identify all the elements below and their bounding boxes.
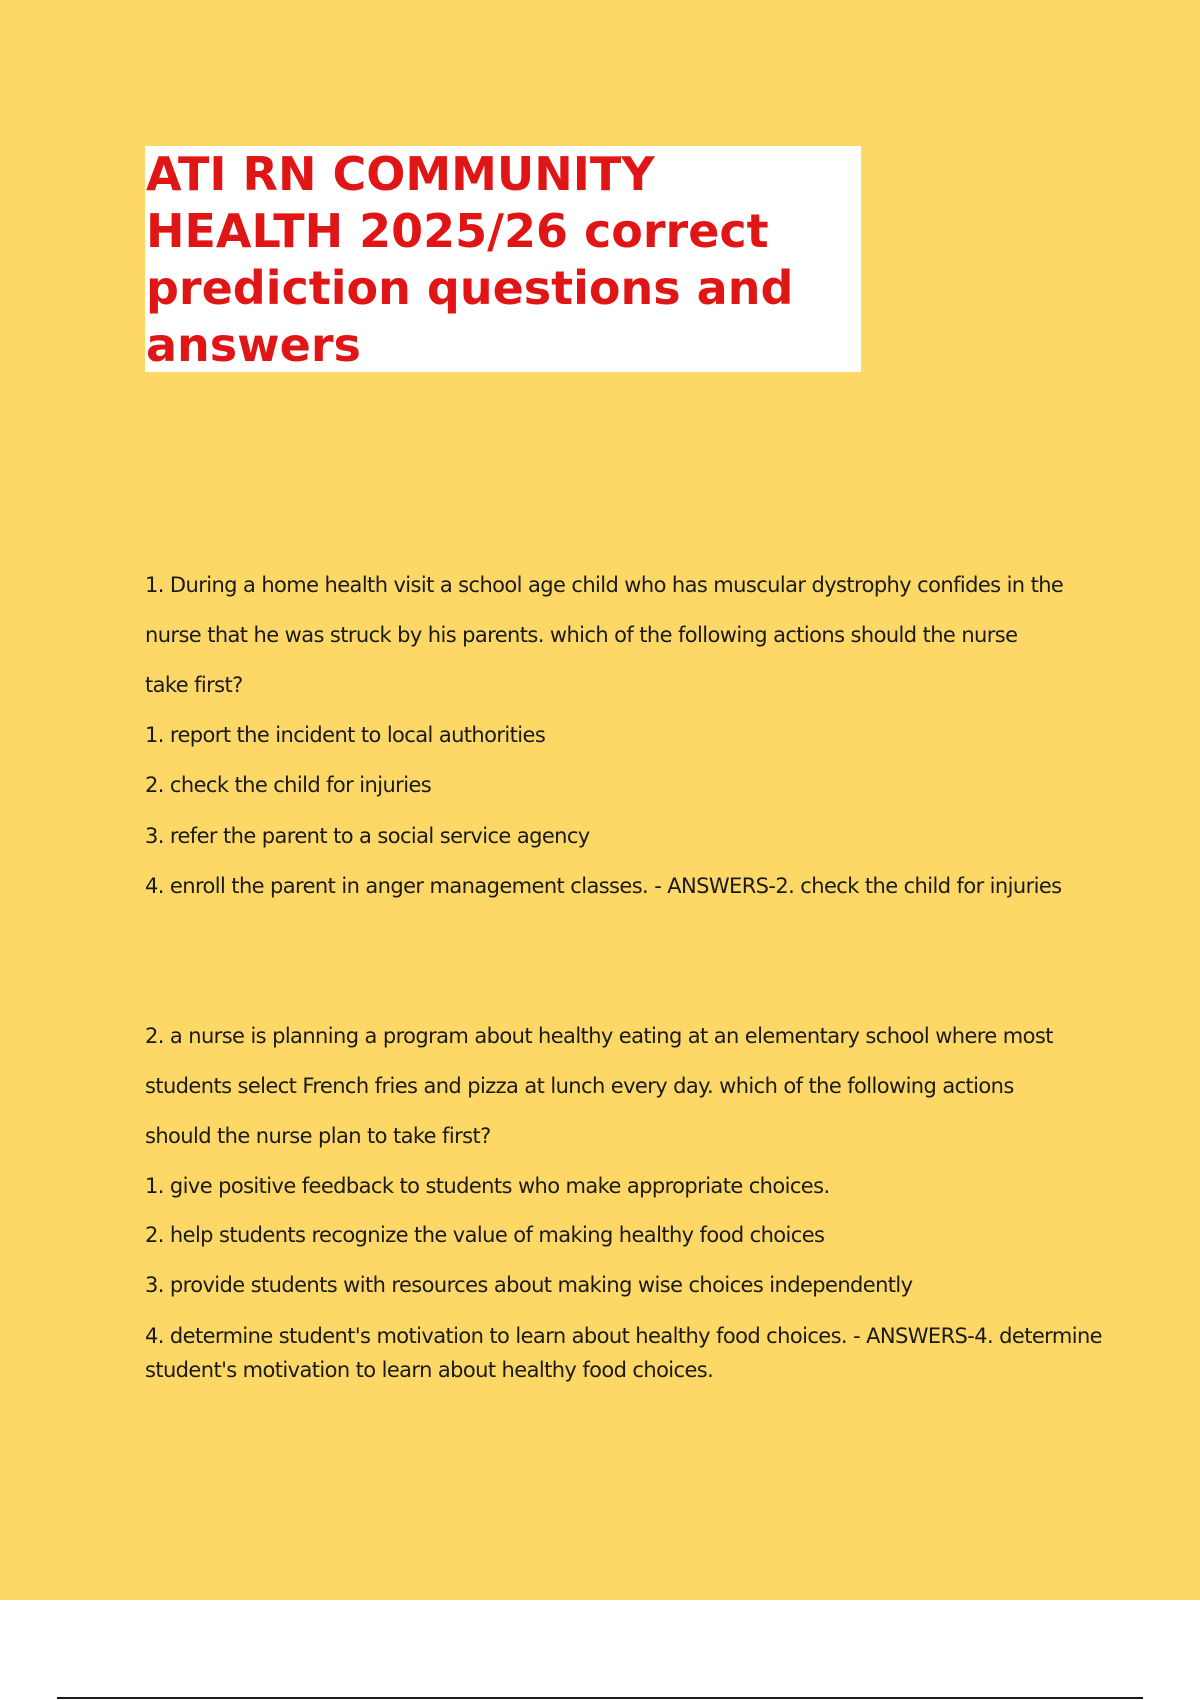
document-title-line: ATI RN COMMUNITY: [146, 147, 655, 201]
document-title-box: [145, 146, 861, 372]
footer-divider: [57, 1697, 1143, 1699]
answer-option: 2. help students recognize the value of making healthy food choices: [145, 1223, 825, 1247]
answer-option-with-answer: 4. determine student's motivation to learn about healthy food choices. - ANSWERS-4. determine student's motivation to learn about healthy food choices.: [145, 1324, 1102, 1382]
question-stem-line: nurse that he was struck by his parents. which of the following actions should the nurse: [145, 623, 1018, 647]
question-stem-line: students select French fries and pizza at lunch every day. which of the following actions: [145, 1074, 1014, 1098]
answer-option: 1. give positive feedback to students who make appropriate choices.: [145, 1174, 830, 1198]
answer-option-with-answer: 4. enroll the parent in anger management classes. - ANSWERS-2. check the child for injuries: [145, 874, 1062, 898]
document-title-line: HEALTH 2025/26 correct: [146, 204, 769, 258]
document-title-line: prediction questions and: [146, 261, 794, 315]
answer-option: 1. report the incident to local authorities: [145, 723, 546, 747]
answer-option: 2. check the child for injuries: [145, 773, 432, 797]
answer-option: 3. refer the parent to a social service agency: [145, 824, 590, 848]
question-stem-line: take first?: [145, 673, 243, 697]
question-stem-line: 2. a nurse is planning a program about healthy eating at an elementary school where most: [145, 1024, 1053, 1048]
document-title-line: answers: [146, 318, 361, 372]
answer-option: 3. provide students with resources about making wise choices independently: [145, 1273, 913, 1297]
question-stem-line: 1. During a home health visit a school age child who has muscular dystrophy confides in the: [145, 573, 1064, 597]
question-stem-line: should the nurse plan to take first?: [145, 1124, 491, 1148]
